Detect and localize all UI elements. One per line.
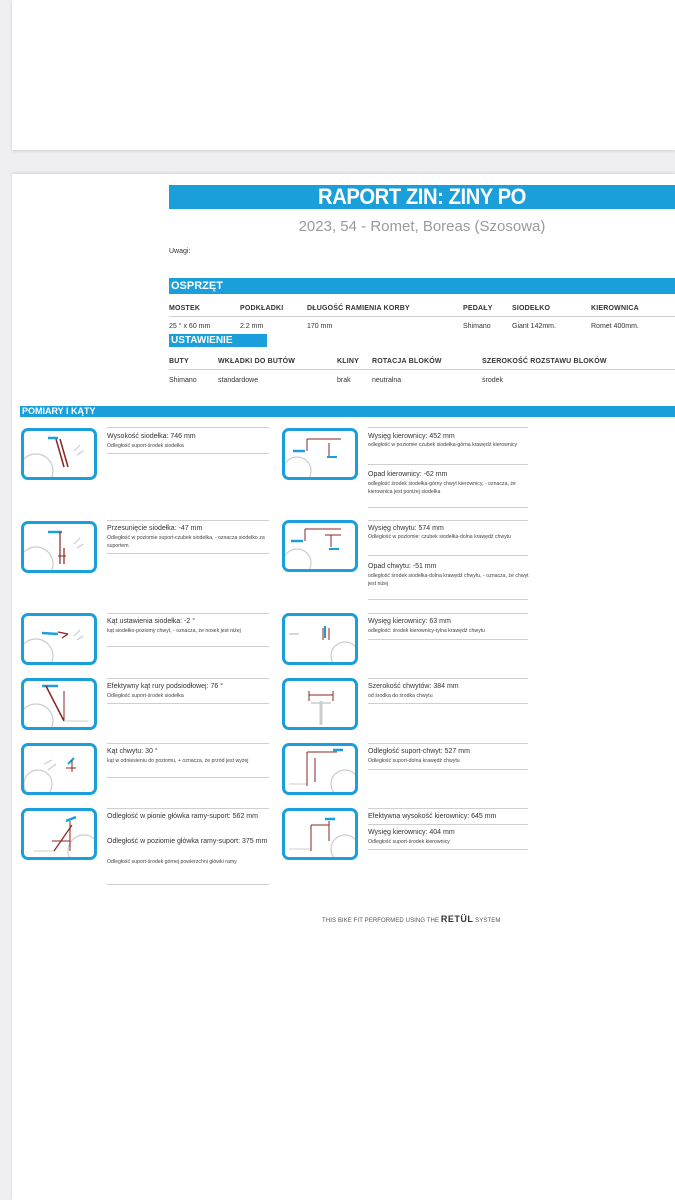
measure-desc: Odległość suport-środek siodełka	[107, 693, 184, 699]
measure-desc-secondary: odległość środek siodełka-górny chwyt kierownicy, - oznacza, że kierownica jest poniżej siodełka	[368, 481, 516, 495]
measure-desc: Odległość w poziomie: czubek siodełka-dolna krawędź chwytu	[368, 534, 512, 540]
shoes-header-shoes: BUTY	[169, 358, 189, 365]
divider	[169, 316, 675, 317]
saddle-height-icon	[21, 428, 97, 480]
measure-title: Efektywna wysokość kierownicy: 645 mm	[368, 813, 497, 820]
divider	[368, 599, 528, 600]
measure-desc: Odległość suport-dolna krawędź chwytu	[368, 758, 460, 764]
bb-to-hood-icon	[282, 743, 358, 795]
stack-reach-icon	[21, 808, 97, 860]
shoes-header-wedges: KLINY	[337, 358, 359, 365]
divider	[107, 646, 269, 647]
equipment-header-stem: MOSTEK	[169, 305, 201, 312]
divider	[107, 703, 269, 704]
divider	[107, 453, 269, 454]
measure-title: Wysięg chwytu: 574 mm	[368, 525, 444, 532]
divider	[368, 520, 528, 521]
report-page	[12, 174, 675, 1200]
measure-title: Odległość suport-chwyt: 527 mm	[368, 748, 470, 755]
divider	[368, 703, 528, 704]
measure-title-secondary: Wysięg kierownicy: 404 mm	[368, 829, 455, 836]
equipment-value-pedals: Shimano	[463, 323, 491, 330]
equipment-header-saddle: SIODEŁKO	[512, 305, 551, 312]
divider	[368, 613, 528, 614]
grip-reach-icon	[282, 520, 358, 572]
measure-title: Wysięg kierownicy: 452 mm	[368, 433, 455, 440]
measure-title-secondary: Opad kierownicy: -62 mm	[368, 471, 448, 478]
footer	[322, 914, 500, 924]
divider	[368, 639, 528, 640]
measure-title: Szerokość chwytów: 384 mm	[368, 683, 459, 690]
divider	[368, 555, 528, 556]
measure-desc: Odległość suport-środek górnej powierzchni główki ramy	[107, 859, 237, 865]
divider	[107, 884, 269, 885]
divider	[107, 427, 269, 428]
divider	[107, 777, 269, 778]
saddle-angle-icon	[21, 613, 97, 665]
divider	[368, 678, 528, 679]
equipment-section-bar	[169, 278, 675, 294]
measure-title-secondary: Odległość w poziomie główka ramy-suport: 375 mm	[107, 838, 268, 845]
handlebar-reach-icon	[282, 428, 358, 480]
measure-desc: Odległość suport-środek siodełka	[107, 443, 184, 449]
retul-logo: RETÜL	[440, 914, 474, 924]
equipment-header-pedals: PEDAŁY	[463, 305, 493, 312]
measure-desc: kąt siodełko-poziomy chwyt, - oznacza, że nosek jest niżej	[107, 628, 241, 634]
equipment-value-stem: 25 ° x 60 mm	[169, 323, 211, 330]
measurements-section-bar	[20, 406, 675, 417]
divider	[107, 553, 269, 554]
equipment-header-crank: DŁUGOŚĆ RAMIENIA KORBY	[307, 305, 410, 312]
shoes-section-title: USTAWIENIE BUTÓW	[171, 335, 233, 359]
report-subtitle: 2023, 54 - Romet, Boreas (Szosowa)	[298, 218, 546, 235]
measurements-section-title: POMIARY I KĄTY	[22, 406, 96, 416]
measure-title: Wysokość siodełka: 746 mm	[107, 433, 196, 440]
divider	[368, 507, 528, 508]
divider	[368, 849, 528, 850]
divider	[368, 808, 528, 809]
saddle-setback-icon	[21, 521, 97, 573]
shoes-value-stance: środek	[482, 377, 504, 384]
report-title: RAPORT ZIN: ZINY PO	[318, 184, 526, 209]
equipment-value-crank: 170 mm	[307, 323, 333, 330]
divider	[368, 824, 528, 825]
shoes-value-rotation: neutralna	[372, 377, 402, 384]
seat-tube-angle-icon	[21, 678, 97, 730]
divider	[107, 808, 269, 809]
hood-angle-icon	[21, 743, 97, 795]
equipment-header-handlebar: KIEROWNICA	[591, 305, 639, 312]
measure-desc: odległość: środek kierownicy-tylna krawędź chwytu	[368, 628, 486, 634]
shoes-header-rotation: ROTACJA BLOKÓW	[372, 358, 442, 365]
equipment-section-title: OSPRZĘT	[171, 280, 223, 292]
measure-desc: odległość w poziomie czubek siodełka-górna krawędź kierownicy	[368, 442, 518, 448]
equipment-value-handlebar: Romet 400mm.	[591, 323, 639, 330]
equipment-value-spacers: 2.2 mm	[240, 323, 264, 330]
previous-page	[12, 0, 675, 150]
measure-title: Kąt chwytu: 30 °	[107, 748, 158, 755]
equipment-header-spacers: PODKŁADKI	[240, 305, 284, 312]
footer-prefix: THIS BIKE FIT PERFORMED USING THE	[322, 918, 440, 924]
shoes-section-bar	[169, 334, 267, 359]
measure-desc: od środka do środka chwytu	[368, 693, 433, 699]
measure-desc-secondary: Odległość suport-środek kierownicy	[368, 839, 450, 845]
shoes-value-insoles: standardowe	[218, 377, 259, 384]
divider	[368, 743, 528, 744]
divider	[107, 613, 269, 614]
measure-desc: Odległość w poziomie suport-czubek siodełka, - oznacza siodełko za suportem	[107, 535, 265, 549]
shoes-value-wedges: brak	[337, 377, 351, 384]
shoes-header-stance: SZEROKOŚĆ ROZSTAWU BLOKÓW	[482, 358, 607, 365]
hood-width-icon	[282, 678, 358, 730]
measure-desc-secondary: odległość środek siodełka-dolna krawędź chwytu, - oznacza, że chwyt jest niżej	[368, 573, 529, 587]
measure-title-secondary: Opad chwytu: -51 mm	[368, 563, 437, 570]
divider	[107, 678, 269, 679]
measure-title: Przesunięcie siodełka: -47 mm	[107, 525, 203, 532]
divider	[368, 427, 528, 428]
measure-title: Wysięg kierownicy: 63 mm	[368, 618, 451, 625]
bar-reach-icon	[282, 613, 358, 665]
measure-title: Odległość w pionie główka ramy-suport: 562 mm	[107, 813, 258, 820]
bar-height-icon	[282, 808, 358, 860]
shoes-value-shoes: Shimano	[169, 377, 197, 384]
divider	[107, 743, 269, 744]
footer-suffix: SYSTEM	[475, 918, 501, 924]
measure-title: Kąt ustawienia siodełka: -2 °	[107, 618, 196, 625]
measure-desc: kąt w odniesieniu do poziomu, + oznacza, że przód jest wyżej	[107, 758, 249, 764]
divider	[368, 464, 528, 465]
equipment-value-saddle: Giant 142mm.	[512, 323, 556, 330]
measure-title: Efektywny kąt rury podsiodłowej: 76 °	[107, 683, 224, 690]
divider	[169, 369, 675, 370]
notes-label: Uwagi:	[169, 248, 191, 255]
divider	[107, 520, 269, 521]
divider	[368, 769, 528, 770]
shoes-header-insoles: WKŁADKI DO BUTÓW	[218, 358, 296, 365]
